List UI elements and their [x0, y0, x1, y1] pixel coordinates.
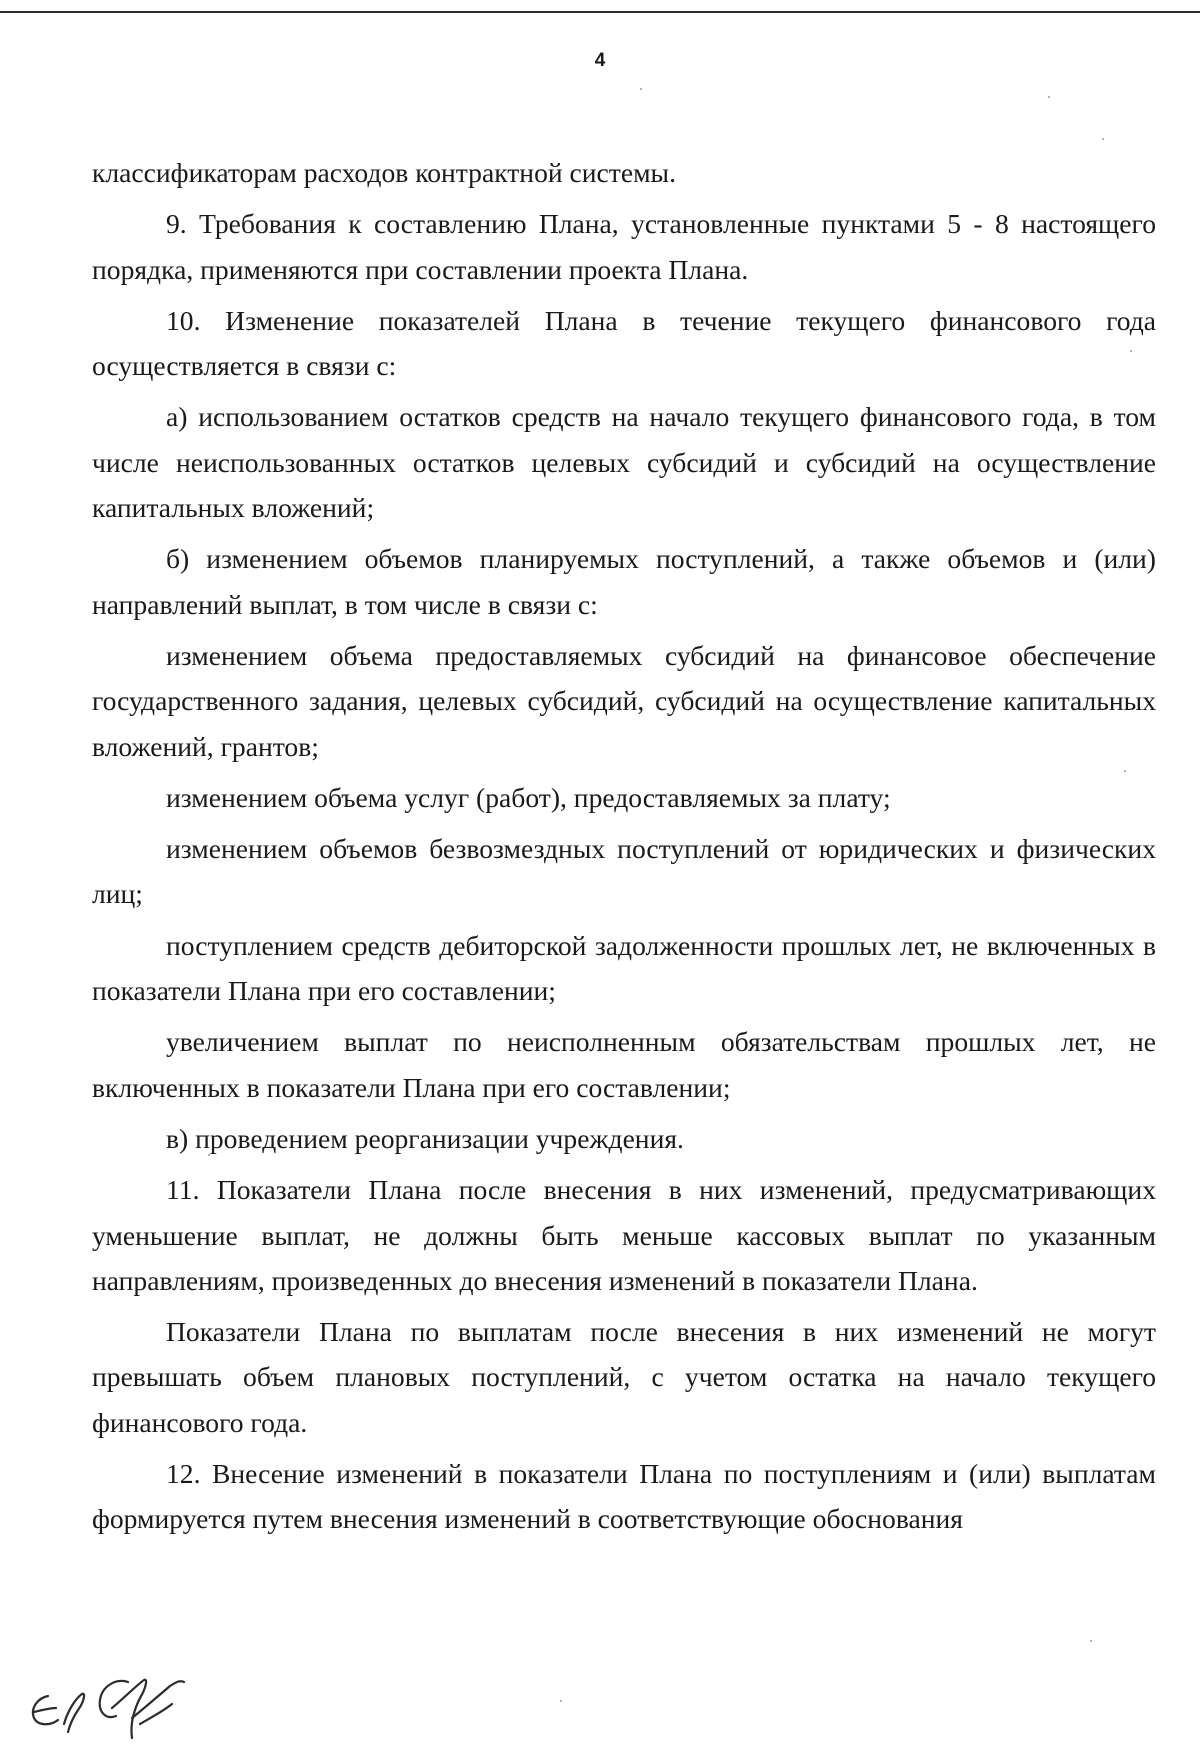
scan-speck: [1124, 770, 1126, 772]
paragraph-change-services: изменением объема услуг (работ), предоставляемых за плату;: [166, 781, 891, 813]
paragraph-unfulfilled-obligations: увеличением выплат по неисполненным обязательствам прошлых лет, не включенных в показатели Плана при его составлении;: [92, 1026, 1156, 1103]
paragraph-item-10: 10. Изменение показателей Плана в течение текущего финансового года осуществляется в связи с:: [92, 304, 1156, 382]
paragraph-change-subsidies: изменением объема предоставляемых субсидий на финансовое обеспечение государственного задания, целевых субсидий, субсидий на осуществление капитальных вложений, грантов;: [92, 639, 1156, 762]
top-border-line: [0, 11, 1200, 13]
paragraph-item-11-limit: Показатели Плана по выплатам после внесения в них изменений не могут превышать объем плановых поступлений, с учетом остатка на начало текущего финансового года.: [92, 1316, 1156, 1438]
paragraph-subitem-b: б) изменением объемов планируемых поступлений, а также объемов и (или) направлений выплат, в том числе в связи с:: [92, 543, 1156, 620]
paragraph-item-9: 9. Требования к составлению Плана, установленные пунктами 5 - 8 настоящего порядка, применяются при составлении проекта Плана.: [92, 208, 1156, 285]
scan-speck: [208, 1154, 210, 1156]
paragraph-continuation: классификаторам расходов контрактной системы.: [92, 157, 676, 188]
paragraph-item-11: 11. Показатели Плана после внесения в них изменений, предусматривающих уменьшение выплат, не должны быть меньше кассовых выплат по указанным направлениям, произведенных до внесения изменений в показатели Плана.: [92, 1174, 1156, 1296]
paragraph-item-12: 12. Внесение изменений в показатели Плана по поступлениям и (или) выплатам формируется путем внесения изменений в соответствующие обоснования: [92, 1458, 1156, 1535]
scan-speck: [1130, 350, 1132, 352]
scan-speck: [640, 88, 642, 90]
paragraph-subitem-v: в) проведением реорганизации учреждения.: [166, 1122, 684, 1154]
paragraph-subitem-a: а) использованием остатков средств на начало текущего финансового года, в том числе неиспользованных остатков целевых субсидий и субсидий на осуществление капитальных вложений;: [92, 401, 1156, 524]
scan-speck: [1102, 138, 1104, 140]
scan-speck: [1090, 1640, 1092, 1642]
scan-speck: [1048, 96, 1050, 98]
paragraph-change-gratuitous: изменением объемов безвозмездных поступлений от юридических и физических лиц;: [92, 833, 1156, 910]
document-body: [92, 150, 1156, 1542]
paragraph-receivables: поступлением средств дебиторской задолженности прошлых лет, не включенных в показатели Плана при его составлении;: [92, 929, 1156, 1007]
scan-speck: [560, 1700, 562, 1702]
handwritten-signature: [20, 1668, 210, 1748]
page-number: 4: [594, 50, 606, 71]
